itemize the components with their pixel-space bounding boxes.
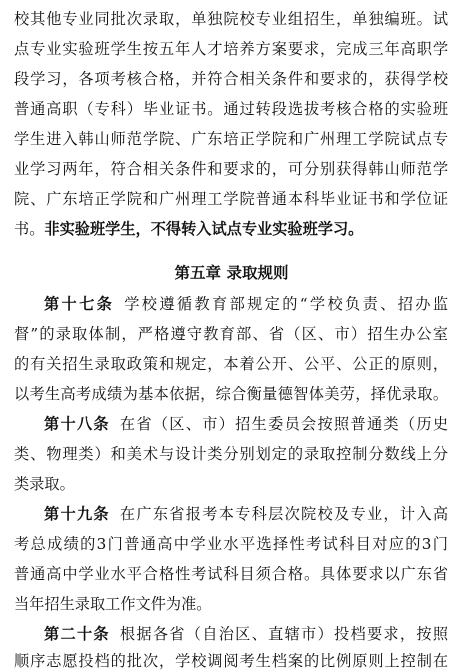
article-17-line-3: 的有关招生录取政策和规定，本着公开、公平、公正的原则， xyxy=(14,355,448,373)
article-17-label: 第十七条 xyxy=(44,295,115,313)
article-18-line-2: 类、物理类）和美术与设计类分别划定的录取控制分数线上分 xyxy=(14,445,448,463)
intro-line-6: 业学习两年，符合相关条件和要求的，可分别获得韩山师范学 xyxy=(14,160,448,178)
intro-line-3: 段学习，各项考核合格，并符合相关条件和要求的，获得学校 xyxy=(14,70,448,88)
article-19-line-2: 考总成绩的3门普通高中学业水平选择性考试科目对应的3门 xyxy=(14,535,448,553)
article-17-line-2: 督”的录取体制，严格遵守教育部、省（区、市）招生办公室 xyxy=(14,325,448,343)
article-18-text-1: 在省（区、市）招生委员会按照普通类（历史 xyxy=(119,415,448,433)
article-19-line-4: 当年招生录取工作文件为准。 xyxy=(14,595,212,613)
chapter-title: 第五章 录取规则 xyxy=(174,264,289,282)
article-19-text-1: 在广东省报考本专科层次院校及专业，计入高 xyxy=(119,505,448,523)
article-19-line-3: 普通高中学业水平合格性考试科目须合格。具体要求以广东省 xyxy=(14,565,448,583)
intro-line-8 xyxy=(14,218,448,240)
article-18-label: 第十八条 xyxy=(44,415,110,433)
article-19-line-1 xyxy=(14,503,448,525)
article-20-line-1 xyxy=(14,623,448,645)
intro-line-7: 院、广东培正学院和广州理工学院普通本科毕业证书和学位证 xyxy=(14,190,448,208)
article-20-text-1: 根据各省（自治区、直辖市）投档要求，按照 xyxy=(119,625,448,643)
article-18-line-1 xyxy=(14,413,448,435)
intro-bold-notice: 非实验班学生，不得转入试点专业实验班学习。 xyxy=(44,220,364,238)
intro-line-8-plain: 书。 xyxy=(14,220,45,238)
intro-line-2: 点专业实验班学生按五年人才培养方案要求，完成三年高职学 xyxy=(14,40,448,58)
article-19-label: 第十九条 xyxy=(44,505,110,523)
article-17-text-1: 学校遵循教育部规定的“学校负责、招办监 xyxy=(124,295,448,313)
article-17-line-1 xyxy=(14,293,448,315)
article-17-line-4: 以考生高考成绩为基本依据，综合衡量德智体美劳，择优录取。 xyxy=(14,385,448,403)
intro-line-5: 学生进入韩山师范学院、广东培正学院和广州理工学院试点专 xyxy=(14,130,448,148)
intro-line-1: 校其他专业同批次录取，单独院校专业组招生，单独编班。试 xyxy=(14,10,448,28)
intro-line-4: 普通高职（专科）毕业证书。通过转段选拔考核合格的实验班 xyxy=(14,100,448,118)
article-20-label: 第二十条 xyxy=(44,625,110,643)
article-18-line-3: 类录取。 xyxy=(14,475,75,493)
article-20-line-2: 顺序志愿投档的批次，学校调阅考生档案的比例原则上控制在 xyxy=(14,652,448,670)
